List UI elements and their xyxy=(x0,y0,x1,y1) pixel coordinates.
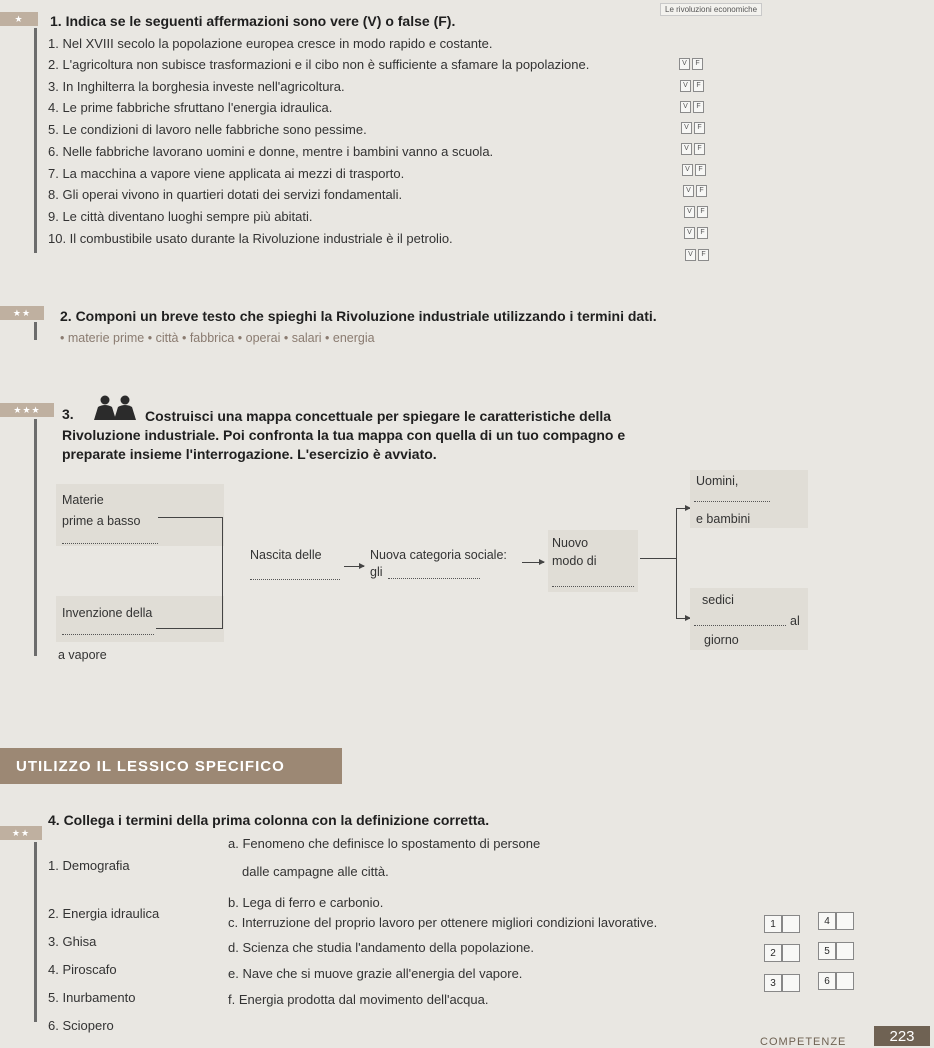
difficulty-stars: ★★★ xyxy=(0,403,54,417)
false-box[interactable]: F xyxy=(695,164,706,176)
true-box[interactable]: V xyxy=(684,206,695,218)
true-box[interactable]: V xyxy=(685,249,696,261)
vf-checkbox-9[interactable] xyxy=(684,227,708,239)
difficulty-stars: ★★ xyxy=(0,826,42,840)
sidebar-line xyxy=(34,842,37,1022)
term-6: 6. Sciopero xyxy=(48,1018,114,1033)
term-1: 1. Demografia xyxy=(48,858,130,873)
term-3: 3. Ghisa xyxy=(48,934,97,949)
definition-a-line2: dalle campagne alle città. xyxy=(242,864,389,879)
statement-7: 7. La macchina a vapore viene applicata ai mezzi di trasporto. xyxy=(48,166,405,181)
exercise-4-title: 4. Collega i termini della prima colonna con la definizione corretta. xyxy=(48,812,490,828)
map-nuovo-line2: modo di xyxy=(552,554,597,568)
blank-line[interactable] xyxy=(62,633,154,635)
true-box[interactable]: V xyxy=(679,58,690,70)
blank-line[interactable] xyxy=(388,577,480,579)
answer-number: 4 xyxy=(818,912,836,930)
connector-line xyxy=(156,628,222,629)
connector-line xyxy=(222,517,223,629)
statement-8: 8. Gli operai vivono in quartieri dotati dei servizi fondamentali. xyxy=(48,187,403,202)
definition-e: e. Nave che si muove grazie all'energia del vapore. xyxy=(228,966,523,981)
true-box[interactable]: V xyxy=(681,143,692,155)
map-uomini-line2: e bambini xyxy=(696,512,751,526)
map-sedici-line2: al xyxy=(790,614,800,628)
false-box[interactable]: F xyxy=(697,206,708,218)
answer-number: 3 xyxy=(764,974,782,992)
map-sedici-line1: sedici xyxy=(702,593,734,607)
given-terms: • materie prime • città • fabbrica • operai • salari • energia xyxy=(60,331,375,345)
running-title: Le rivoluzioni economiche xyxy=(660,3,762,16)
answer-input[interactable] xyxy=(782,915,800,933)
definition-a-line1: a. Fenomeno che definisce lo spostamento di persone xyxy=(228,836,541,851)
section-heading: UTILIZZO IL LESSICO SPECIFICO xyxy=(0,748,342,784)
statement-9: 9. Le città diventano luoghi sempre più abitati. xyxy=(48,209,313,224)
true-box[interactable]: V xyxy=(681,122,692,134)
statement-6: 6. Nelle fabbriche lavorano uomini e donne, mentre i bambini vanno a scuola. xyxy=(48,144,494,159)
exercise-2-title: 2. Componi un breve testo che spieghi la Rivoluzione industriale utilizzando i termini dati. xyxy=(60,308,657,324)
false-box[interactable]: F xyxy=(698,249,709,261)
answer-input[interactable] xyxy=(782,974,800,992)
answer-box-5[interactable] xyxy=(818,942,854,960)
answer-number: 1 xyxy=(764,915,782,933)
footer-competenze: COMPETENZE xyxy=(760,1036,847,1048)
blank-line[interactable] xyxy=(694,624,786,626)
map-uomini-line1: Uomini, xyxy=(696,474,739,488)
map-invenzione-line1: Invenzione della xyxy=(62,606,153,620)
true-box[interactable]: V xyxy=(682,164,693,176)
blank-line[interactable] xyxy=(250,578,340,580)
answer-number: 2 xyxy=(764,944,782,962)
blank-line[interactable] xyxy=(694,500,770,502)
vf-checkbox-2[interactable] xyxy=(680,80,704,92)
map-sedici-line3: giorno xyxy=(704,633,739,647)
sidebar-line xyxy=(34,419,37,656)
connector-line xyxy=(676,508,677,618)
blank-line[interactable] xyxy=(62,542,158,544)
term-4: 4. Piroscafo xyxy=(48,962,117,977)
map-materie-line1: Materie xyxy=(62,493,104,507)
definition-b: b. Lega di ferro e carbonio. xyxy=(228,895,384,910)
vf-checkbox-1[interactable] xyxy=(679,58,703,70)
answer-box-4[interactable] xyxy=(818,912,854,930)
answer-box-1[interactable] xyxy=(764,915,800,933)
exercise-3-title-line2: Rivoluzione industriale. Poi confronta la tua mappa con quella di un tuo compagno e xyxy=(62,427,626,443)
difficulty-stars: ★★ xyxy=(0,306,44,320)
map-materie-line2: prime a basso xyxy=(62,514,141,528)
statement-10: 10. Il combustibile usato durante la Rivoluzione industriale è il petrolio. xyxy=(48,231,453,246)
difficulty-stars: ★ xyxy=(0,12,38,26)
exercise-3-title-line1: Costruisci una mappa concettuale per spiegare le caratteristiche della xyxy=(145,408,612,424)
connector-line xyxy=(158,517,222,518)
map-nuova-categoria: Nuova categoria sociale: xyxy=(370,548,507,562)
false-box[interactable]: F xyxy=(692,58,703,70)
answer-input[interactable] xyxy=(836,942,854,960)
vf-checkbox-8[interactable] xyxy=(684,206,708,218)
true-box[interactable]: V xyxy=(683,185,694,197)
map-nuova-gli: gli xyxy=(370,565,383,579)
exercise-1-title: 1. Indica se le seguenti affermazioni sono vere (V) o false (F). xyxy=(50,13,456,29)
vf-checkbox-10[interactable] xyxy=(685,249,709,261)
false-box[interactable]: F xyxy=(693,80,704,92)
definition-d: d. Scienza che studia l'andamento della popolazione. xyxy=(228,940,535,955)
map-nascita: Nascita delle xyxy=(250,548,322,562)
sidebar-line xyxy=(34,28,37,253)
answer-number: 6 xyxy=(818,972,836,990)
answer-input[interactable] xyxy=(836,912,854,930)
vf-checkbox-7[interactable] xyxy=(683,185,707,197)
exercise-3-number: 3. xyxy=(62,406,74,422)
sidebar-line xyxy=(34,322,37,340)
pair-work-icon xyxy=(88,394,142,422)
answer-box-2[interactable] xyxy=(764,944,800,962)
false-box[interactable]: F xyxy=(696,185,707,197)
exercise-3-title-line3: preparate insieme l'interrogazione. L'esercizio è avviato. xyxy=(62,446,437,462)
blank-line[interactable] xyxy=(552,585,634,587)
true-box[interactable]: V xyxy=(680,101,691,113)
page-number: 223 xyxy=(874,1026,930,1046)
term-5: 5. Inurbamento xyxy=(48,990,136,1005)
true-box[interactable]: V xyxy=(680,80,691,92)
vf-checkbox-4[interactable] xyxy=(681,122,705,134)
statement-3: 3. In Inghilterra la borghesia investe nell'agricoltura. xyxy=(48,79,345,94)
connector-line xyxy=(640,558,676,559)
vf-checkbox-6[interactable] xyxy=(682,164,706,176)
answer-input[interactable] xyxy=(836,972,854,990)
true-box[interactable]: V xyxy=(684,227,695,239)
answer-number: 5 xyxy=(818,942,836,960)
statement-5: 5. Le condizioni di lavoro nelle fabbriche sono pessime. xyxy=(48,122,367,137)
term-2: 2. Energia idraulica xyxy=(48,906,160,921)
vf-checkbox-3[interactable] xyxy=(680,101,704,113)
arrow-icon xyxy=(676,508,690,509)
arrow-icon xyxy=(676,618,690,619)
statement-1: 1. Nel XVIII secolo la popolazione europea cresce in modo rapido e costante. xyxy=(48,36,493,51)
arrow-icon xyxy=(344,566,364,567)
answer-box-3[interactable] xyxy=(764,974,800,992)
arrow-icon xyxy=(522,562,544,563)
map-invenzione-line2: a vapore xyxy=(58,648,107,662)
definition-c: c. Interruzione del proprio lavoro per ottenere migliori condizioni lavorative. xyxy=(228,915,658,930)
vf-checkbox-5[interactable] xyxy=(681,143,705,155)
answer-input[interactable] xyxy=(782,944,800,962)
false-box[interactable]: F xyxy=(697,227,708,239)
definition-f: f. Energia prodotta dal movimento dell'acqua. xyxy=(228,992,489,1007)
map-nuovo-line1: Nuovo xyxy=(552,536,589,550)
false-box[interactable]: F xyxy=(694,122,705,134)
statement-2: 2. L'agricoltura non subisce trasformazioni e il cibo non è sufficiente a sfamare la popolazione. xyxy=(48,57,590,72)
statement-4: 4. Le prime fabbriche sfruttano l'energia idraulica. xyxy=(48,100,333,115)
false-box[interactable]: F xyxy=(694,143,705,155)
answer-box-6[interactable] xyxy=(818,972,854,990)
false-box[interactable]: F xyxy=(693,101,704,113)
